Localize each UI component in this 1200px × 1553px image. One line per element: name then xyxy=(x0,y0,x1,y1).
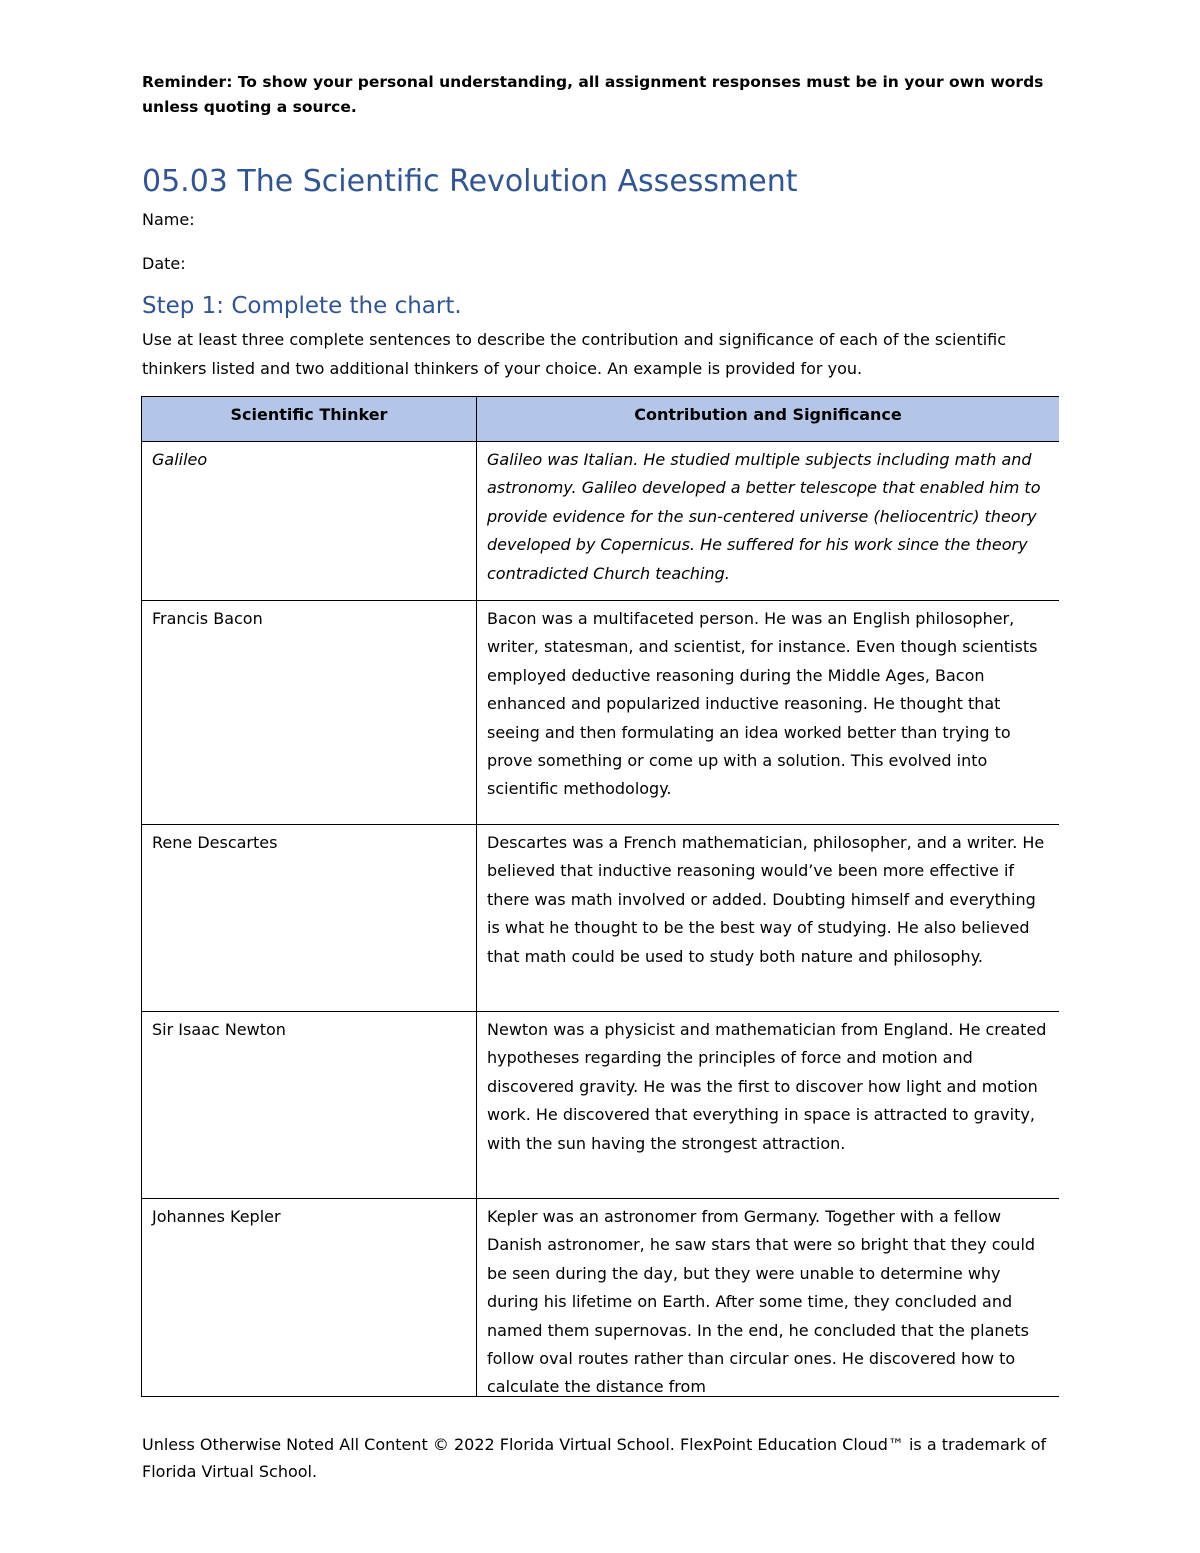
thinker-cell[interactable]: Sir Isaac Newton xyxy=(142,1012,477,1199)
contribution-cell[interactable]: Bacon was a multifaceted person. He was an English philosopher, writer, statesman, and scientist, for instance. Even though scientists employed deductive reasoning during the Middle Ages, Bacon enhanced and popularized inductive reasoning. He thought that seeing and then formulating an idea worked better than trying to prove something or come up with a solution. This evolved into scientific methodology. xyxy=(477,601,1060,825)
step1-instructions: Use at least three complete sentences to describe the contribution and significance of each of the scientific thinkers listed and two additional thinkers of your choice. An example is provided for you. xyxy=(142,330,1007,378)
table-row xyxy=(142,825,1060,1012)
contribution-cell[interactable]: Descartes was a French mathematician, philosopher, and a writer. He believed that inductive reasoning would’ve been more effective if there was math involved or added. Doubting himself and everything is what he thought to be the best way of studying. He also believed that math could be used to study both nature and philosophy. xyxy=(477,825,1060,1012)
name-label: Name: xyxy=(142,210,195,229)
chart-table-container xyxy=(141,396,1059,1397)
thinker-cell[interactable]: Johannes Kepler xyxy=(142,1199,477,1398)
thinker-cell[interactable]: Rene Descartes xyxy=(142,825,477,1012)
table-row xyxy=(142,1012,1060,1199)
page-title: 05.03 The Scientific Revolution Assessment xyxy=(142,164,798,199)
table-header-row xyxy=(142,397,1060,442)
table-row xyxy=(142,601,1060,825)
table-row xyxy=(142,1199,1060,1398)
header-scientific-thinker: Scientific Thinker xyxy=(142,397,477,442)
date-label: Date: xyxy=(142,254,186,273)
thinker-cell[interactable]: Francis Bacon xyxy=(142,601,477,825)
reminder-text: Reminder: To show your personal understanding, all assignment responses must be in your own words unless quoting a source. xyxy=(142,73,1044,116)
step1-heading: Step 1: Complete the chart. xyxy=(142,293,462,319)
contribution-cell[interactable]: Galileo was Italian. He studied multiple subjects including math and astronomy. Galileo developed a better telescope that enabled him to provide evidence for the sun-centered universe (heliocentric) theory developed by Copernicus. He suffered for his work since the theory contradicted Church teaching. xyxy=(477,442,1060,601)
thinkers-table xyxy=(141,396,1059,1397)
header-contribution: Contribution and Significance xyxy=(477,397,1060,442)
contribution-cell[interactable]: Kepler was an astronomer from Germany. Together with a fellow Danish astronomer, he saw stars that were so bright that they could be seen during the day, but they were unable to determine why during his lifetime on Earth. After some time, they concluded and named them supernovas. In the end, he concluded that the planets follow oval routes rather than circular ones. He discovered how to calculate the distance from xyxy=(477,1199,1060,1398)
footer-copyright: Unless Otherwise Noted All Content © 2022 Florida Virtual School. FlexPoint Education Cloud™ is a trademark of Florida Virtual School. xyxy=(142,1435,1047,1481)
table-row xyxy=(142,442,1060,601)
contribution-cell[interactable]: Newton was a physicist and mathematician from England. He created hypotheses regarding the principles of force and motion and discovered gravity. He was the first to discover how light and motion work. He discovered that everything in space is attracted to gravity, with the sun having the strongest attraction. xyxy=(477,1012,1060,1199)
thinker-cell[interactable]: Galileo xyxy=(142,442,477,601)
